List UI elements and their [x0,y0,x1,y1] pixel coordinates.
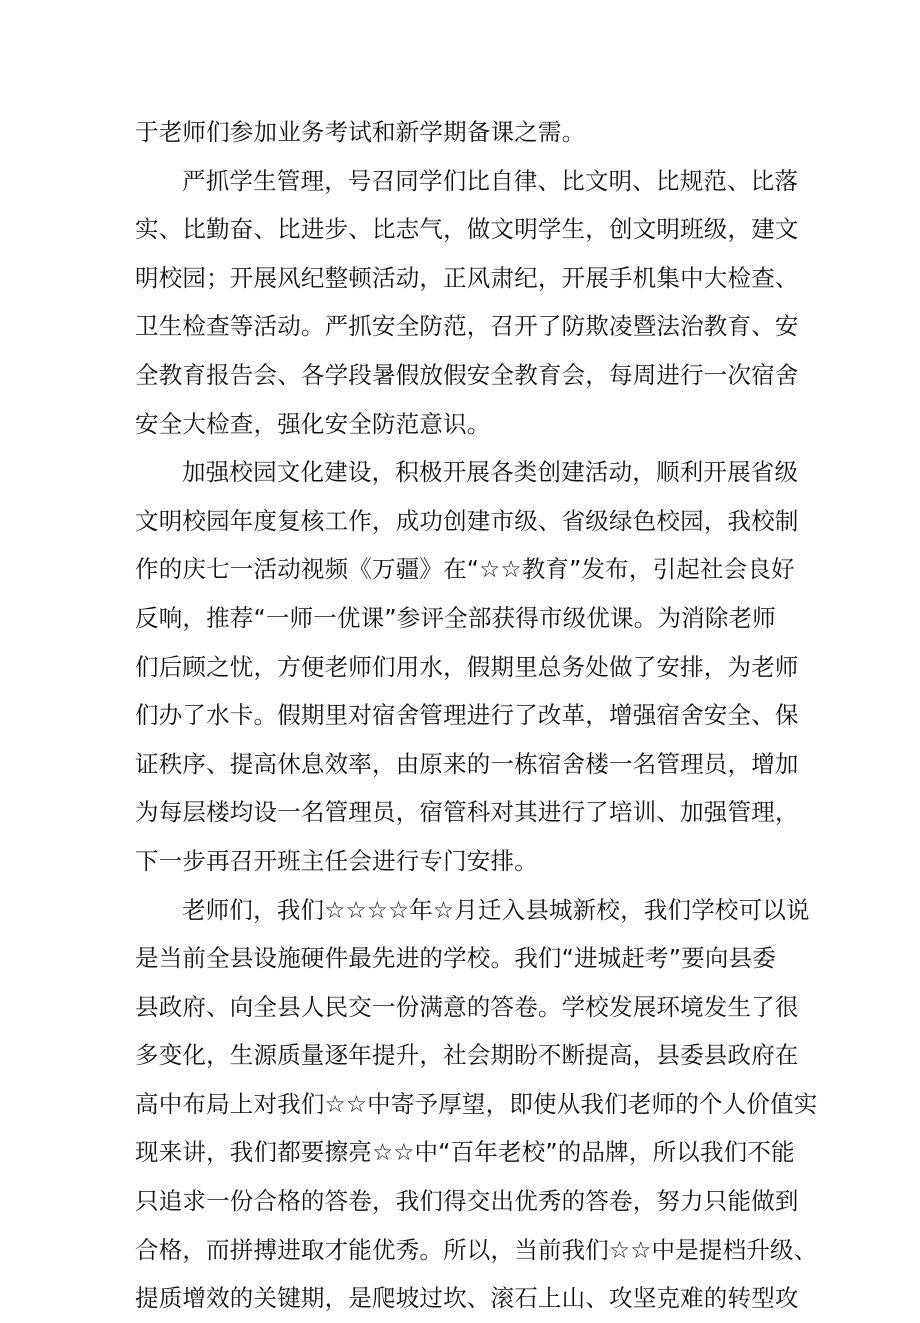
paragraph-1 [135,108,795,157]
text-line: 县政府、向全县人民交一份满意的答卷。学校发展环境发生了很 [135,992,799,1021]
document-body [135,108,818,1323]
text-line: 卫生检查等活动。严抓安全防范，召开了防欺凌暨法治教育、安 [135,312,799,341]
text-line: 加强校园文化建设，积极开展各类创建活动，顺利开展省级 [182,458,799,487]
paragraph-2 [135,157,799,449]
text-line: 只追求一份合格的答卷，我们得交出优秀的答卷，努力只能做到 [135,1187,799,1216]
text-line: 老师们，我们☆☆☆☆年☆月迁入县城新校，我们学校可以说 [182,895,810,924]
text-line: 明校园；开展风纪整顿活动，正风肃纪，开展手机集中大检查、 [135,263,799,292]
text-line: 合格，而拼搏进取才能优秀。所以，当前我们☆☆中是提档升级、 [135,1235,818,1264]
text-line: 多变化，生源质量逐年提升，社会期盼不断提高，县委县政府在 [135,1041,799,1070]
paragraph-4 [135,886,818,1323]
text-line: 现来讲，我们都要擦亮☆☆中“百年老校”的品牌，所以我们不能 [135,1138,795,1167]
text-line: 为每层楼均设一名管理员，宿管科对其进行了培训、加强管理， [135,798,799,827]
text-line: 于老师们参加业务考试和新学期备课之需。 [135,118,586,146]
text-line: 证秩序、提高休息效率，由原来的一栋宿舍楼一名管理员，增加 [135,749,799,778]
text-line: 们后顾之忧，方便老师们用水，假期里总务处做了安排，为老师 [135,652,799,681]
text-line: 们办了水卡。假期里对宿舍管理进行了改革，增强宿舍安全、保 [135,701,799,730]
text-line: 实、比勤奋、比进步、比志气，做文明学生，创文明班级，建文 [135,215,799,244]
paragraph-3 [135,448,799,885]
text-line: 下一步再召开班主任会进行专门安排。 [135,846,538,875]
text-line: 反响，推荐“一师一优课”参评全部获得市级优课。为消除老师 [135,603,776,632]
text-line: 文明校园年度复核工作，成功创建市级、省级绿色校园，我校制 [135,506,799,535]
text-line: 全教育报告会、各学段暑假放假安全教育会，每周进行一次宿舍 [135,360,799,389]
text-line: 安全大检查，强化安全防范意识。 [135,409,491,438]
text-line: 提质增效的关键期，是爬坡过坎、滚石上山、攻坚克难的转型攻 [135,1284,799,1313]
text-line: 高中布局上对我们☆☆中寄予厚望，即使从我们老师的个人价值实 [135,1089,818,1118]
text-line: 作的庆七一活动视频《万疆》在“☆☆教育”发布，引起社会良好 [135,555,795,584]
text-line: 是当前全县设施硬件最先进的学校。我们“进城赶考”要向县委 [135,944,776,973]
text-line: 严抓学生管理，号召同学们比自律、比文明、比规范、比落 [182,166,799,195]
